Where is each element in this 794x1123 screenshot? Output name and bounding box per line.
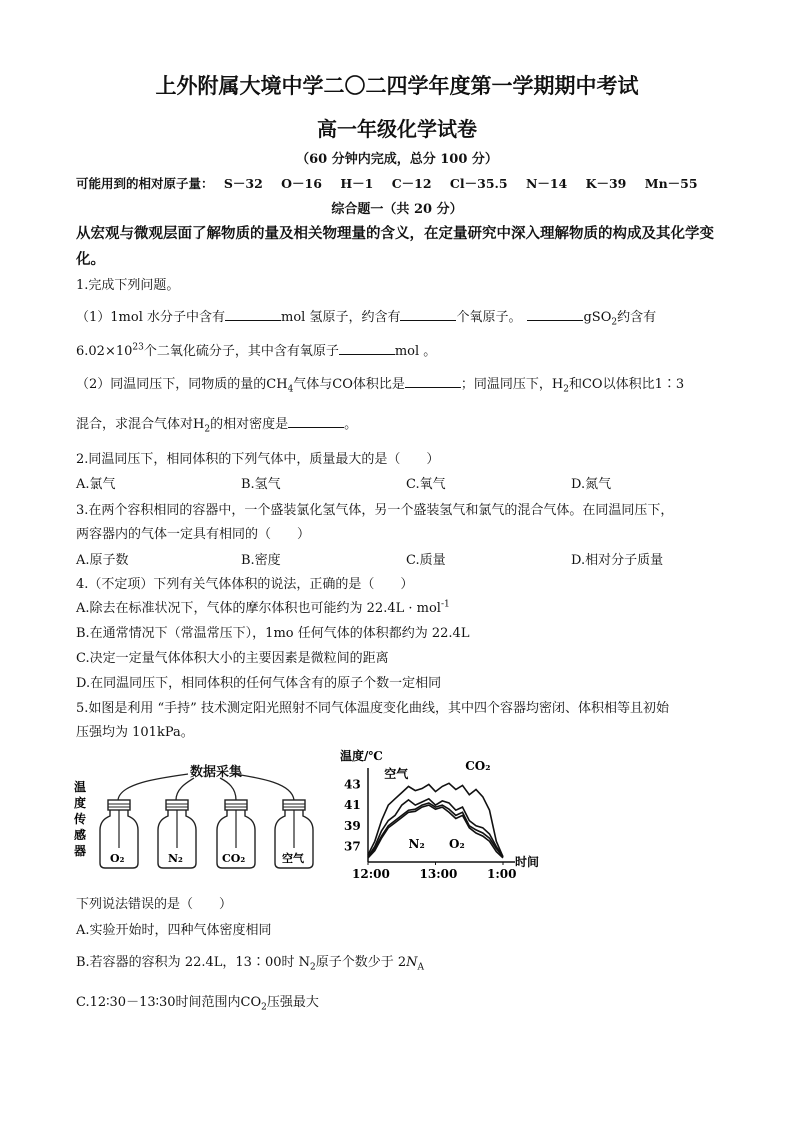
q4-option-d[interactable]: D.在同温同压下，相同体积的任何气体含有的原子个数一定相同 (76, 676, 442, 691)
q5-prompt: 下列说法错误的是（ ） (76, 897, 233, 912)
q5-b-na: N (406, 955, 418, 970)
q1-part2-line2 (76, 413, 357, 435)
wire (235, 774, 294, 800)
q3-stem-1: 3.在两个容积相同的容器中，一个盛装氯化氢气体，另一个盛装氢气和氯气的混合气体。在同温同压下， (76, 503, 674, 518)
atomic-mass-item: Cl－35.5 (449, 176, 508, 191)
series-label: O₂ (449, 837, 465, 851)
q3-option-d[interactable]: D.相对分子质量 (571, 553, 664, 568)
q5-option-b[interactable] (76, 951, 424, 973)
q5-c-sub: 2 (261, 1002, 267, 1013)
q1-sup: 23 (132, 342, 144, 353)
atomic-mass-item: C－12 (391, 176, 432, 191)
wire (176, 778, 194, 800)
q2-option-b[interactable]: B.氢气 (241, 477, 281, 492)
q1-sub: 2 (611, 317, 618, 328)
section-title: 综合题一（共 20 分） (331, 202, 463, 217)
wire (220, 778, 236, 800)
atomic-mass-item: K－39 (585, 176, 627, 191)
chart-xlabel: 时间 (515, 855, 540, 869)
series-line (368, 805, 503, 858)
atomic-mass-item: S－32 (223, 176, 263, 191)
sensor-label-char: 器 (74, 844, 87, 858)
answer-blank[interactable] (400, 306, 456, 321)
atomic-mass-item: N－14 (525, 176, 568, 191)
q1-sub: 2 (204, 424, 211, 435)
bottle-air (275, 800, 313, 868)
q1-part1-line1 (76, 306, 656, 328)
q1-text: 6.02×10 (76, 344, 133, 359)
q1-text: mol 。 (394, 344, 437, 359)
q1-text: （1）1mol 水分子中含有 (76, 310, 225, 325)
x-tick-label: 12:00 (352, 867, 390, 881)
q5-b-text: B.若容器的容积为 22.4L，13∶00时 N (76, 955, 310, 970)
wire (118, 774, 188, 800)
q1-sub: 2 (563, 384, 569, 395)
q1-text: 气体与CO体积比是 (293, 377, 405, 392)
q4-option-b[interactable]: B.在通常情况下（常温常压下），1mo 任何气体的体积都约为 22.4L (76, 626, 470, 641)
answer-blank[interactable] (225, 306, 281, 321)
collector-label: 数据采集 (190, 765, 243, 780)
bottle-n2 (158, 800, 196, 868)
atomic-mass-label: 可能用到的相对原子量： (76, 176, 214, 191)
q1-text: 个二氧化硫分子，其中含有氧原子 (143, 344, 339, 359)
chart-ylabel: 温度/℃ (340, 749, 383, 763)
bottle-label: 空气 (282, 852, 304, 865)
q1-text: ；同温同压下，H (460, 377, 564, 392)
q5-stem-1: 5.如图是利用 “手持” 技术测定阳光照射不同气体温度变化曲线，其中四个容器均密闭、体积相等且初始 (76, 701, 669, 716)
q1-text: 。 (344, 417, 358, 432)
sensor-label-char: 度 (74, 796, 87, 810)
q4-option-a-sup: -1 (440, 599, 450, 610)
bottle-co2 (217, 800, 255, 868)
series-line (368, 803, 503, 857)
q2-options (76, 473, 736, 492)
q5-b-text: 原子个数少于 2 (315, 955, 407, 970)
x-tick-label: 13:00 (419, 867, 458, 881)
q4-option-c[interactable]: C.决定一定量气体体积大小的主要因素是微粒间的距离 (76, 651, 389, 666)
series-lines (368, 783, 503, 858)
series-label: 空气 (384, 767, 409, 781)
sensor-label-char: 感 (74, 828, 87, 842)
q1-sub: 4 (287, 384, 294, 395)
q5-c-text: C.12∶30－13∶30时间范围内CO (76, 995, 262, 1010)
y-tick-label: 41 (344, 798, 361, 813)
q5-b-na-sub: A (417, 962, 425, 973)
q2-option-d[interactable]: D.氮气 (571, 477, 612, 492)
series-label: N₂ (408, 837, 425, 851)
q4-stem: 4.（不定项）下列有关气体体积的说法，正确的是（ ） (76, 577, 414, 592)
series-labels (384, 759, 490, 851)
q3-stem-2: 两容器内的气体一定具有相同的（ ） (76, 527, 311, 542)
exam-subtitle: 高一年级化学试卷 (317, 117, 477, 141)
answer-blank[interactable] (527, 306, 583, 321)
q1-part2-line1 (76, 373, 684, 395)
bottle-label: O₂ (110, 852, 125, 865)
q1-text: gSO (583, 310, 612, 325)
q1-text: mol 氢原子，约含有 (281, 310, 401, 325)
q3-option-c[interactable]: C.质量 (406, 553, 446, 568)
y-tick-label: 43 (344, 777, 361, 792)
sensor-label-char: 温 (74, 780, 87, 794)
q5-c-text: 压强最大 (266, 995, 319, 1010)
q2-stem: 2.同温同压下，相同体积的下列气体中，质量最大的是（ ） (76, 452, 440, 467)
q4-option-a-text: A.除去在标准状况下，气体的摩尔体积也可能约为 22.4L · mol (76, 601, 441, 616)
q1-part1-line2 (76, 340, 436, 359)
y-tick-label: 37 (344, 839, 361, 854)
q1-text: 混合，求混合气体对H (76, 417, 205, 432)
x-tick-label: 1:00 (487, 867, 517, 881)
bottle-o2 (100, 800, 138, 868)
q3-option-b[interactable]: B.密度 (241, 553, 281, 568)
series-label: CO₂ (465, 759, 491, 773)
answer-blank[interactable] (288, 413, 344, 428)
atomic-mass-item: O－16 (281, 176, 322, 191)
apparatus-figure (70, 758, 320, 878)
y-ticks (344, 777, 361, 853)
answer-blank[interactable] (405, 373, 461, 388)
atomic-mass-item: Mn－55 (644, 176, 698, 191)
q3-options (76, 549, 736, 568)
q1-text: 约含有 (617, 310, 657, 325)
q2-option-a[interactable]: A.氯气 (76, 477, 116, 492)
q1-text: 和CO以体积比1∶3 (568, 377, 685, 392)
q5-stem-2: 压强均为 101kPa。 (76, 725, 194, 740)
q4-option-a[interactable] (76, 597, 450, 616)
q2-option-c[interactable]: C.氧气 (406, 477, 446, 492)
atomic-mass-item: H－1 (340, 176, 374, 191)
q1-text: 个氧原子。 (456, 310, 522, 325)
bottle-label: CO₂ (222, 852, 246, 865)
q5-option-a[interactable]: A.实验开始时，四种气体密度相同 (76, 923, 272, 938)
x-ticks (352, 862, 516, 881)
bottle-label: N₂ (168, 852, 183, 865)
q1-text: （2）同温同压下，同物质的量的CH (76, 377, 288, 392)
section-intro: 从宏观与微观层面了解物质的量及相关物理量的含义，在定量研究中深入理解物质的构成及其化学变化。 (76, 225, 714, 268)
answer-blank[interactable] (339, 340, 395, 355)
q3-option-a[interactable]: A.原子数 (76, 553, 129, 568)
time-note: （60 分钟内完成，总分 100 分） (296, 152, 498, 167)
q1-text: 的相对密度是 (210, 417, 289, 432)
temperature-chart (330, 744, 545, 884)
atomic-mass-line (76, 174, 712, 192)
exam-title: 上外附属大境中学二〇二四学年度第一学期期中考试 (155, 73, 639, 98)
y-tick-label: 39 (344, 818, 361, 833)
q5-option-c[interactable] (76, 991, 319, 1013)
q5-b-sub: 2 (310, 962, 316, 973)
q1-stem: 1.完成下列问题。 (76, 278, 180, 293)
sensor-label-char: 传 (74, 812, 87, 826)
